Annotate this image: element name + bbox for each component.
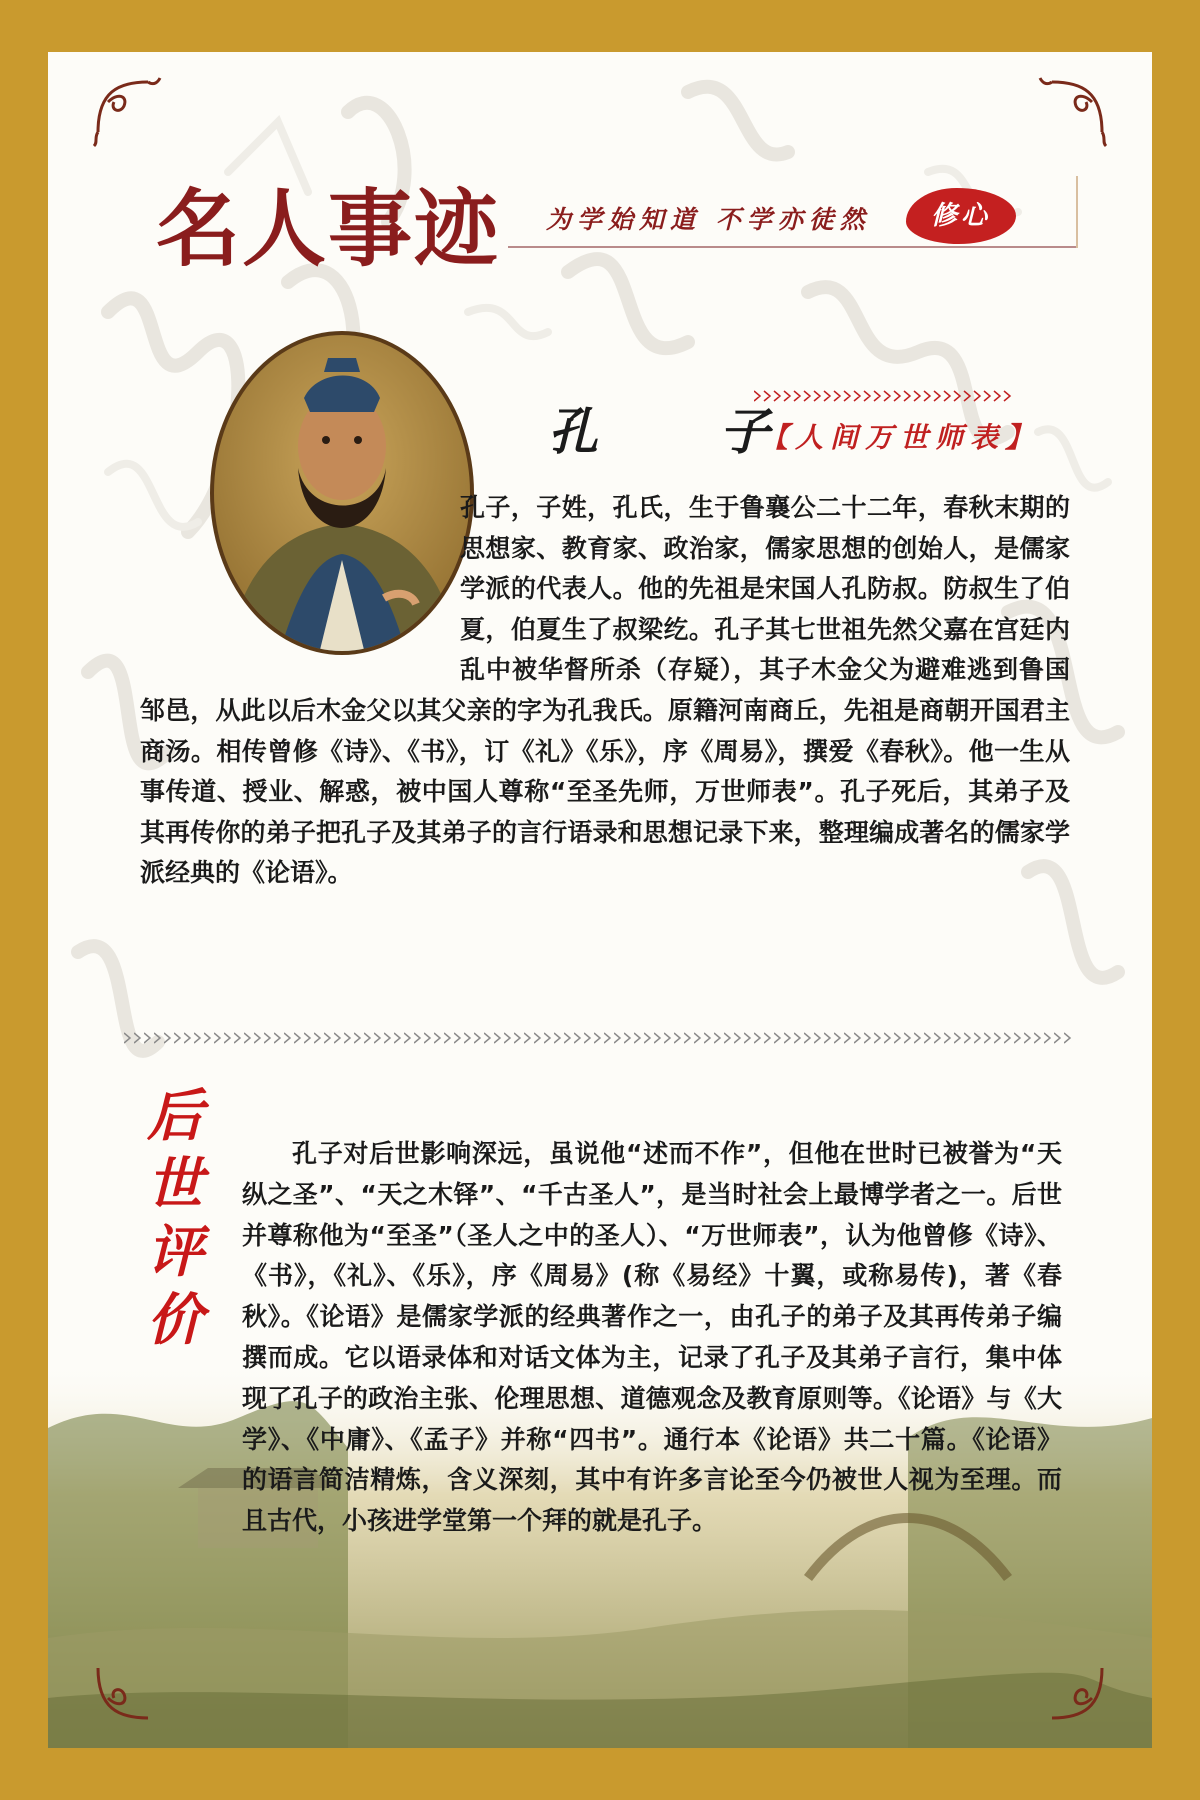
legacy-label-char: 世 — [147, 1151, 203, 1217]
corner-ornament-icon — [1032, 1648, 1112, 1728]
title-divider-vertical — [1076, 176, 1078, 248]
corner-ornament-icon — [1032, 72, 1112, 152]
chevron-divider-icon — [754, 390, 1014, 402]
poster — [48, 52, 1152, 1748]
corner-ornament-icon — [88, 1648, 168, 1728]
section-divider-icon — [124, 1032, 1074, 1044]
legacy-label-char: 后 — [147, 1083, 203, 1149]
page-title: 名人事迹 — [156, 180, 501, 278]
corner-ornament-icon — [88, 72, 168, 152]
legacy-paragraph: 孔子对后世影响深远，虽说他“述而不作”，但他在世时已被誉为“天纵之圣”、“天之木铎”、“千古圣人”，是当时社会上最博学者之一。后世并尊称他为“至圣”（圣人之中的圣人）、“万世师表”，认为他曾修《诗》、《书》，《礼》、《乐》，序《周易》(称《易经》十翼，或称易传)，著《春秋》。《论语》是儒家学派的经典著作之一，由孔子的弟子及其再传弟子编撰而成。它以语录体和对话文体为主，记录了孔子及其弟子言行，集中体现了孔子的政治主张、伦理思想、道德观念及教育原则等。《论语》与《大学》、《中庸》、《孟子》并称“四书”。通行本《论语》共二十篇。《论语》的语言简洁精炼，含义深刻，其中有许多言论至今仍被世人视为至理。而且古代，小孩进学堂第一个拜的就是孔子。 — [242, 1139, 1062, 1536]
legacy-label — [140, 1082, 210, 1354]
biography-paragraph — [140, 488, 1070, 894]
legacy-label-char: 价 — [147, 1287, 203, 1353]
legacy-label-char: 评 — [147, 1219, 203, 1285]
seal-stamp: 修心 — [906, 188, 1016, 244]
motto-text: 为学始知道 不学亦徒然 — [546, 205, 871, 234]
biography-text: 孔子，子姓，孔氏，生于鲁襄公二十二年，春秋末期的思想家、教育家、政治家，儒家思想的创始人，是儒家学派的代表人。他的先祖是宋国人孔防叔。防叔生了伯夏，伯夏生了叔梁纥。孔子其七世祖先然父嘉在宫廷内乱中被华督所杀（存疑），其子木金父为避难逃到鲁国邹邑，从此以后木金父以其父亲的字为孔我氏。原籍河南商丘，先祖是商朝开国君主商汤。相传曾修《诗》、《书》，订《礼》《乐》，序《周易》，撰爱《春秋》。他一生从事传道、授业、解惑，被中国人尊称“至圣先师，万世师表”。孔子死后，其弟子及其再传你的弟子把孔子及其弟子的言行语录和思想记录下来，整理编成著名的儒家学派经典的《论语》。 — [140, 493, 1070, 888]
name-tagline: 【人间万世师表】 — [760, 421, 1041, 454]
person-name: 孔 子 — [548, 402, 822, 461]
title-divider — [508, 246, 1078, 248]
